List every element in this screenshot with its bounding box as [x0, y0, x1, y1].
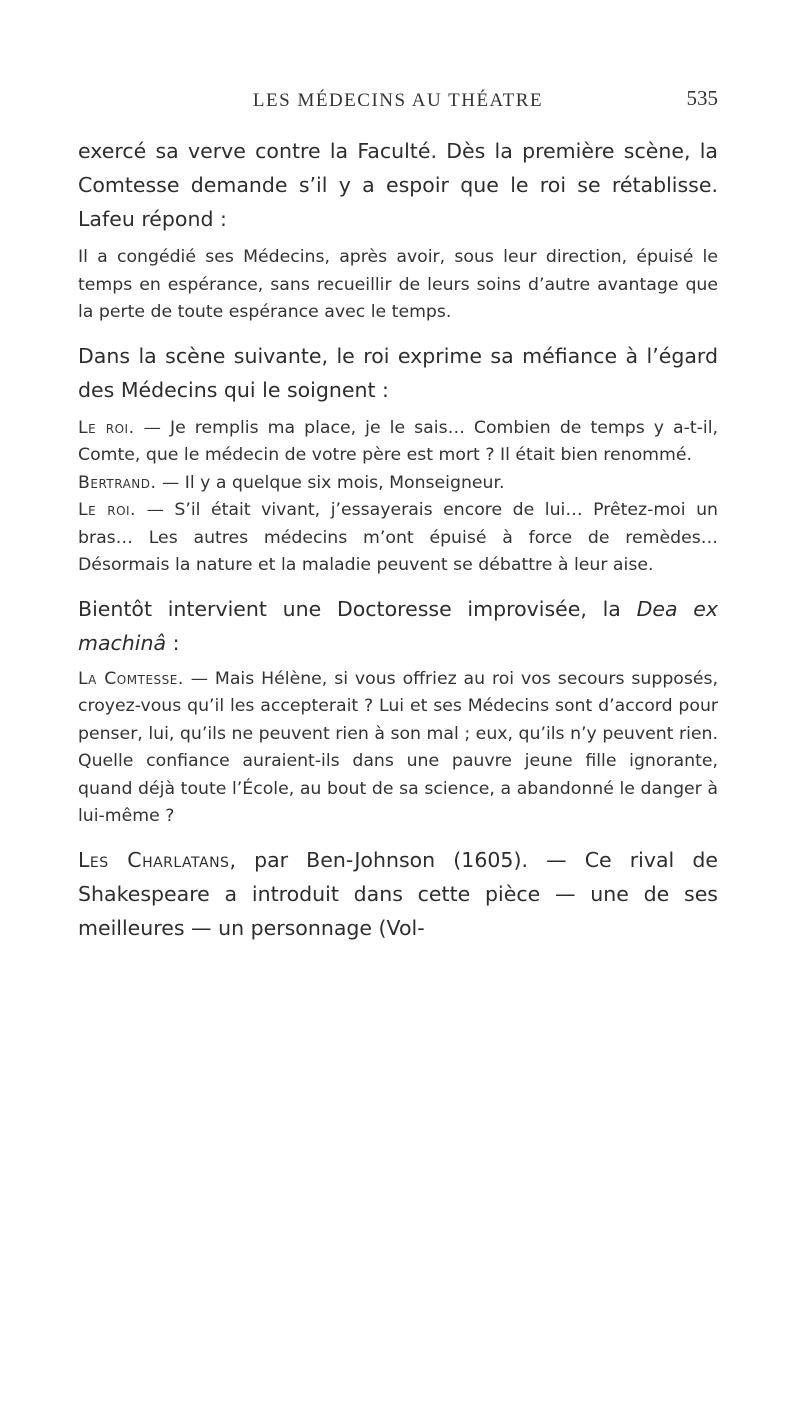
dialogue-text: — Il y a quelque six mois, Monseigneur.	[156, 472, 505, 493]
speaker-name: Le roi.	[78, 500, 137, 520]
paragraph-doctoresse	[78, 592, 718, 660]
paragraph-text: , par Ben-Johnson (1605). — Ce rival de Shakespeare a introduit dans cette pièce — une de ses meilleures — un personnage (Vol-	[78, 847, 718, 940]
dialogue-line-roi-1	[78, 415, 718, 470]
section-title: Les Charlatans	[78, 847, 230, 872]
quote-comtesse	[78, 666, 718, 831]
running-title: LES MÉDECINS AU THÉATRE	[252, 90, 544, 111]
paragraph-intro: exercé sa verve contre la Faculté. Dès la première scène, la Comtesse demande s’il y a espoir que le roi se rétablisse. Lafeu répond :	[78, 139, 718, 231]
paragraph-charlatans	[78, 843, 718, 945]
dialogue-text: — S’il était vivant, j’essayerais encore de lui… Prêtez-moi un bras… Les autres médecins m’ont épuisé à force de remèdes… Désormais la nature et la maladie peuvent se débattre à leur aise.	[78, 500, 718, 575]
speaker-name: La Comtesse.	[78, 668, 184, 689]
dialogue-text: — Mais Hélène, si vous offriez au roi vos secours supposés, croyez-vous qu’il les accepterait ? Lui et ses Médecins sont d’accord pour penser, lui, qu’ils ne peuvent rien à son mal ; eux, qu’ils n’y peuvent rien. Quelle confiance auraient-ils dans une pauvre jeune fille ignorante, quand déjà toute l’École, au bout de sa science, a abandonné le danger à lui-même ?	[78, 668, 718, 826]
dialogue-line-bertrand	[78, 470, 718, 498]
quote-lafeu: Il a congédié ses Médecins, après avoir, sous leur direction, épuisé le temps en espérance, sans recueillir de leurs soins d’autre avantage que la perte de toute espérance avec le temps.	[78, 247, 718, 322]
dialogue-line-roi-2	[78, 497, 718, 580]
running-head	[78, 80, 718, 120]
paragraph-text-end: :	[166, 630, 180, 655]
paragraph-roi-mefiance: Dans la scène suivante, le roi exprime sa méfiance à l’égard des Médecins qui le soignent :	[78, 343, 718, 402]
italic-phrase: Dea ex machinâ	[78, 596, 718, 655]
paragraph-text: Bientôt intervient une Doctoresse improvisée, la	[78, 596, 637, 621]
dialogue-block	[78, 415, 718, 580]
speaker-name: Le roi.	[78, 417, 135, 438]
speaker-name: Bertrand.	[78, 472, 157, 493]
page-number: 535	[686, 86, 718, 110]
book-page	[78, 80, 718, 945]
dialogue-text: — Je remplis ma place, je le sais… Combien de temps y a-t-il, Comte, que le médecin de votre père est mort ? Il était bien renommé.	[78, 417, 718, 465]
